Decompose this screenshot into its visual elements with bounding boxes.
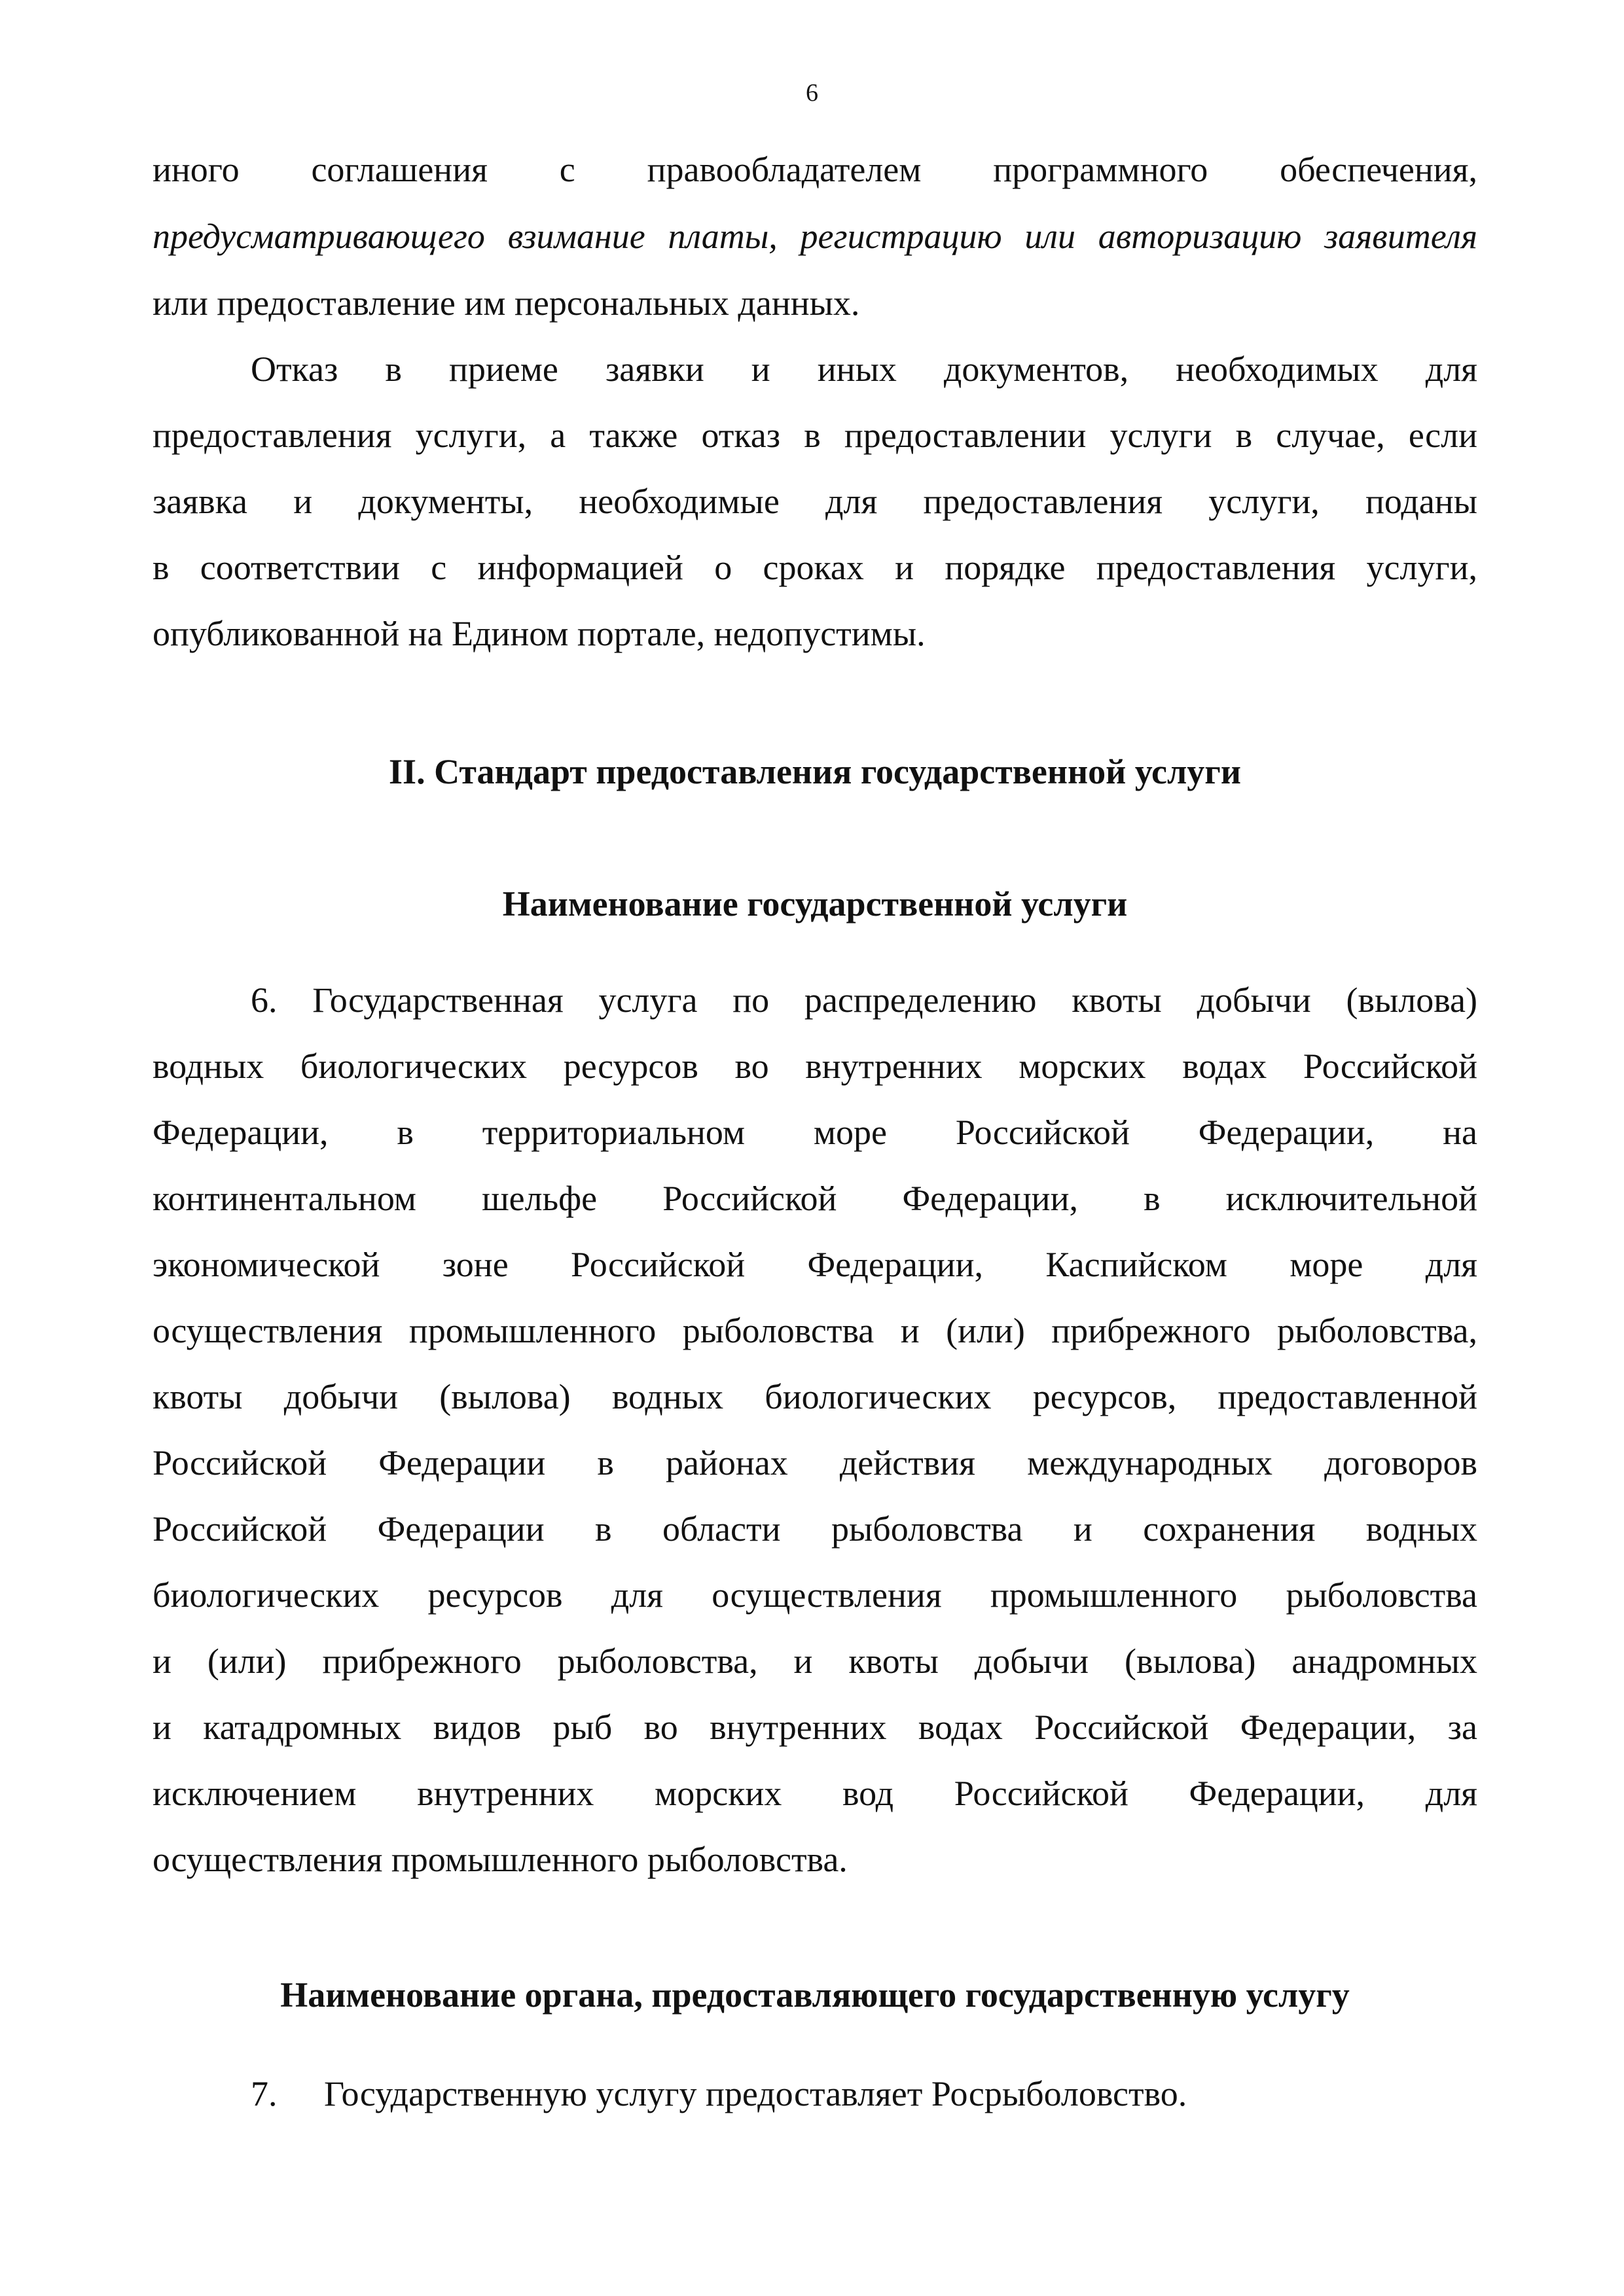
clause-6-line-7: квоты добычи (вылова) водных биологических ресурсов, предоставленной	[153, 1377, 1477, 1416]
section-heading: II. Стандарт предоставления государственной услуги	[389, 752, 1241, 791]
intro-line-3: или предоставление им персональных данных.	[153, 283, 860, 323]
refusal-line-2: предоставления услуги, а также отказ в предоставлении услуги в случае, если	[153, 416, 1477, 455]
clause-6-line-9: Российской Федерации в области рыболовства и сохранения водных	[153, 1509, 1477, 1549]
clause-7-number: 7.	[251, 2074, 278, 2113]
clause-6-line-2: водных биологических ресурсов во внутренних морских водах Российской	[153, 1047, 1477, 1086]
service-name-heading: Наименование государственной услуги	[502, 884, 1128, 924]
clause-6-line-1: 6. Государственная услуга по распределению квоты добычи (вылова)	[251, 980, 1477, 1020]
intro-line-1: иного соглашения с правообладателем программного обеспечения,	[153, 150, 1477, 189]
intro-line-2: предусматривающего взимание платы, регистрацию или авторизацию заявителя	[153, 217, 1477, 256]
clause-6-line-5: экономической зоне Российской Федерации, Каспийском море для	[153, 1245, 1477, 1284]
clause-6-line-6: осуществления промышленного рыболовства и (или) прибрежного рыболовства,	[153, 1311, 1477, 1350]
refusal-line-3: заявка и документы, необходимые для предоставления услуги, поданы	[153, 482, 1477, 521]
clause-6-line-10: биологических ресурсов для осуществления промышленного рыболовства	[153, 1575, 1477, 1615]
page-number: 6	[806, 79, 818, 107]
clause-6-line-3: Федерации, в территориальном море Российской Федерации, на	[153, 1113, 1477, 1152]
authority-heading: Наименование органа, предоставляющего государственную услугу	[280, 1975, 1350, 2015]
clause-6-line-11: и (или) прибрежного рыболовства, и квоты добычи (вылова) анадромных	[153, 1641, 1477, 1681]
refusal-line-4: в соответствии с информацией о сроках и порядке предоставления услуги,	[153, 548, 1477, 587]
clause-6-line-4: континентальном шельфе Российской Федерации, в исключительной	[153, 1179, 1477, 1218]
refusal-line-5: опубликованной на Едином портале, недопустимы.	[153, 614, 926, 653]
clause-6-line-12: и катадромных видов рыб во внутренних водах Российской Федерации, за	[153, 1708, 1477, 1747]
clause-7-text: Государственную услугу предоставляет Росрыболовство.	[324, 2074, 1187, 2113]
clause-6-line-14: осуществления промышленного рыболовства.	[153, 1840, 848, 1879]
refusal-line-1: Отказ в приеме заявки и иных документов, необходимых для	[251, 350, 1477, 389]
clause-6-line-8: Российской Федерации в районах действия международных договоров	[153, 1443, 1477, 1482]
clause-6-line-13: исключением внутренних морских вод Российской Федерации, для	[153, 1774, 1477, 1813]
